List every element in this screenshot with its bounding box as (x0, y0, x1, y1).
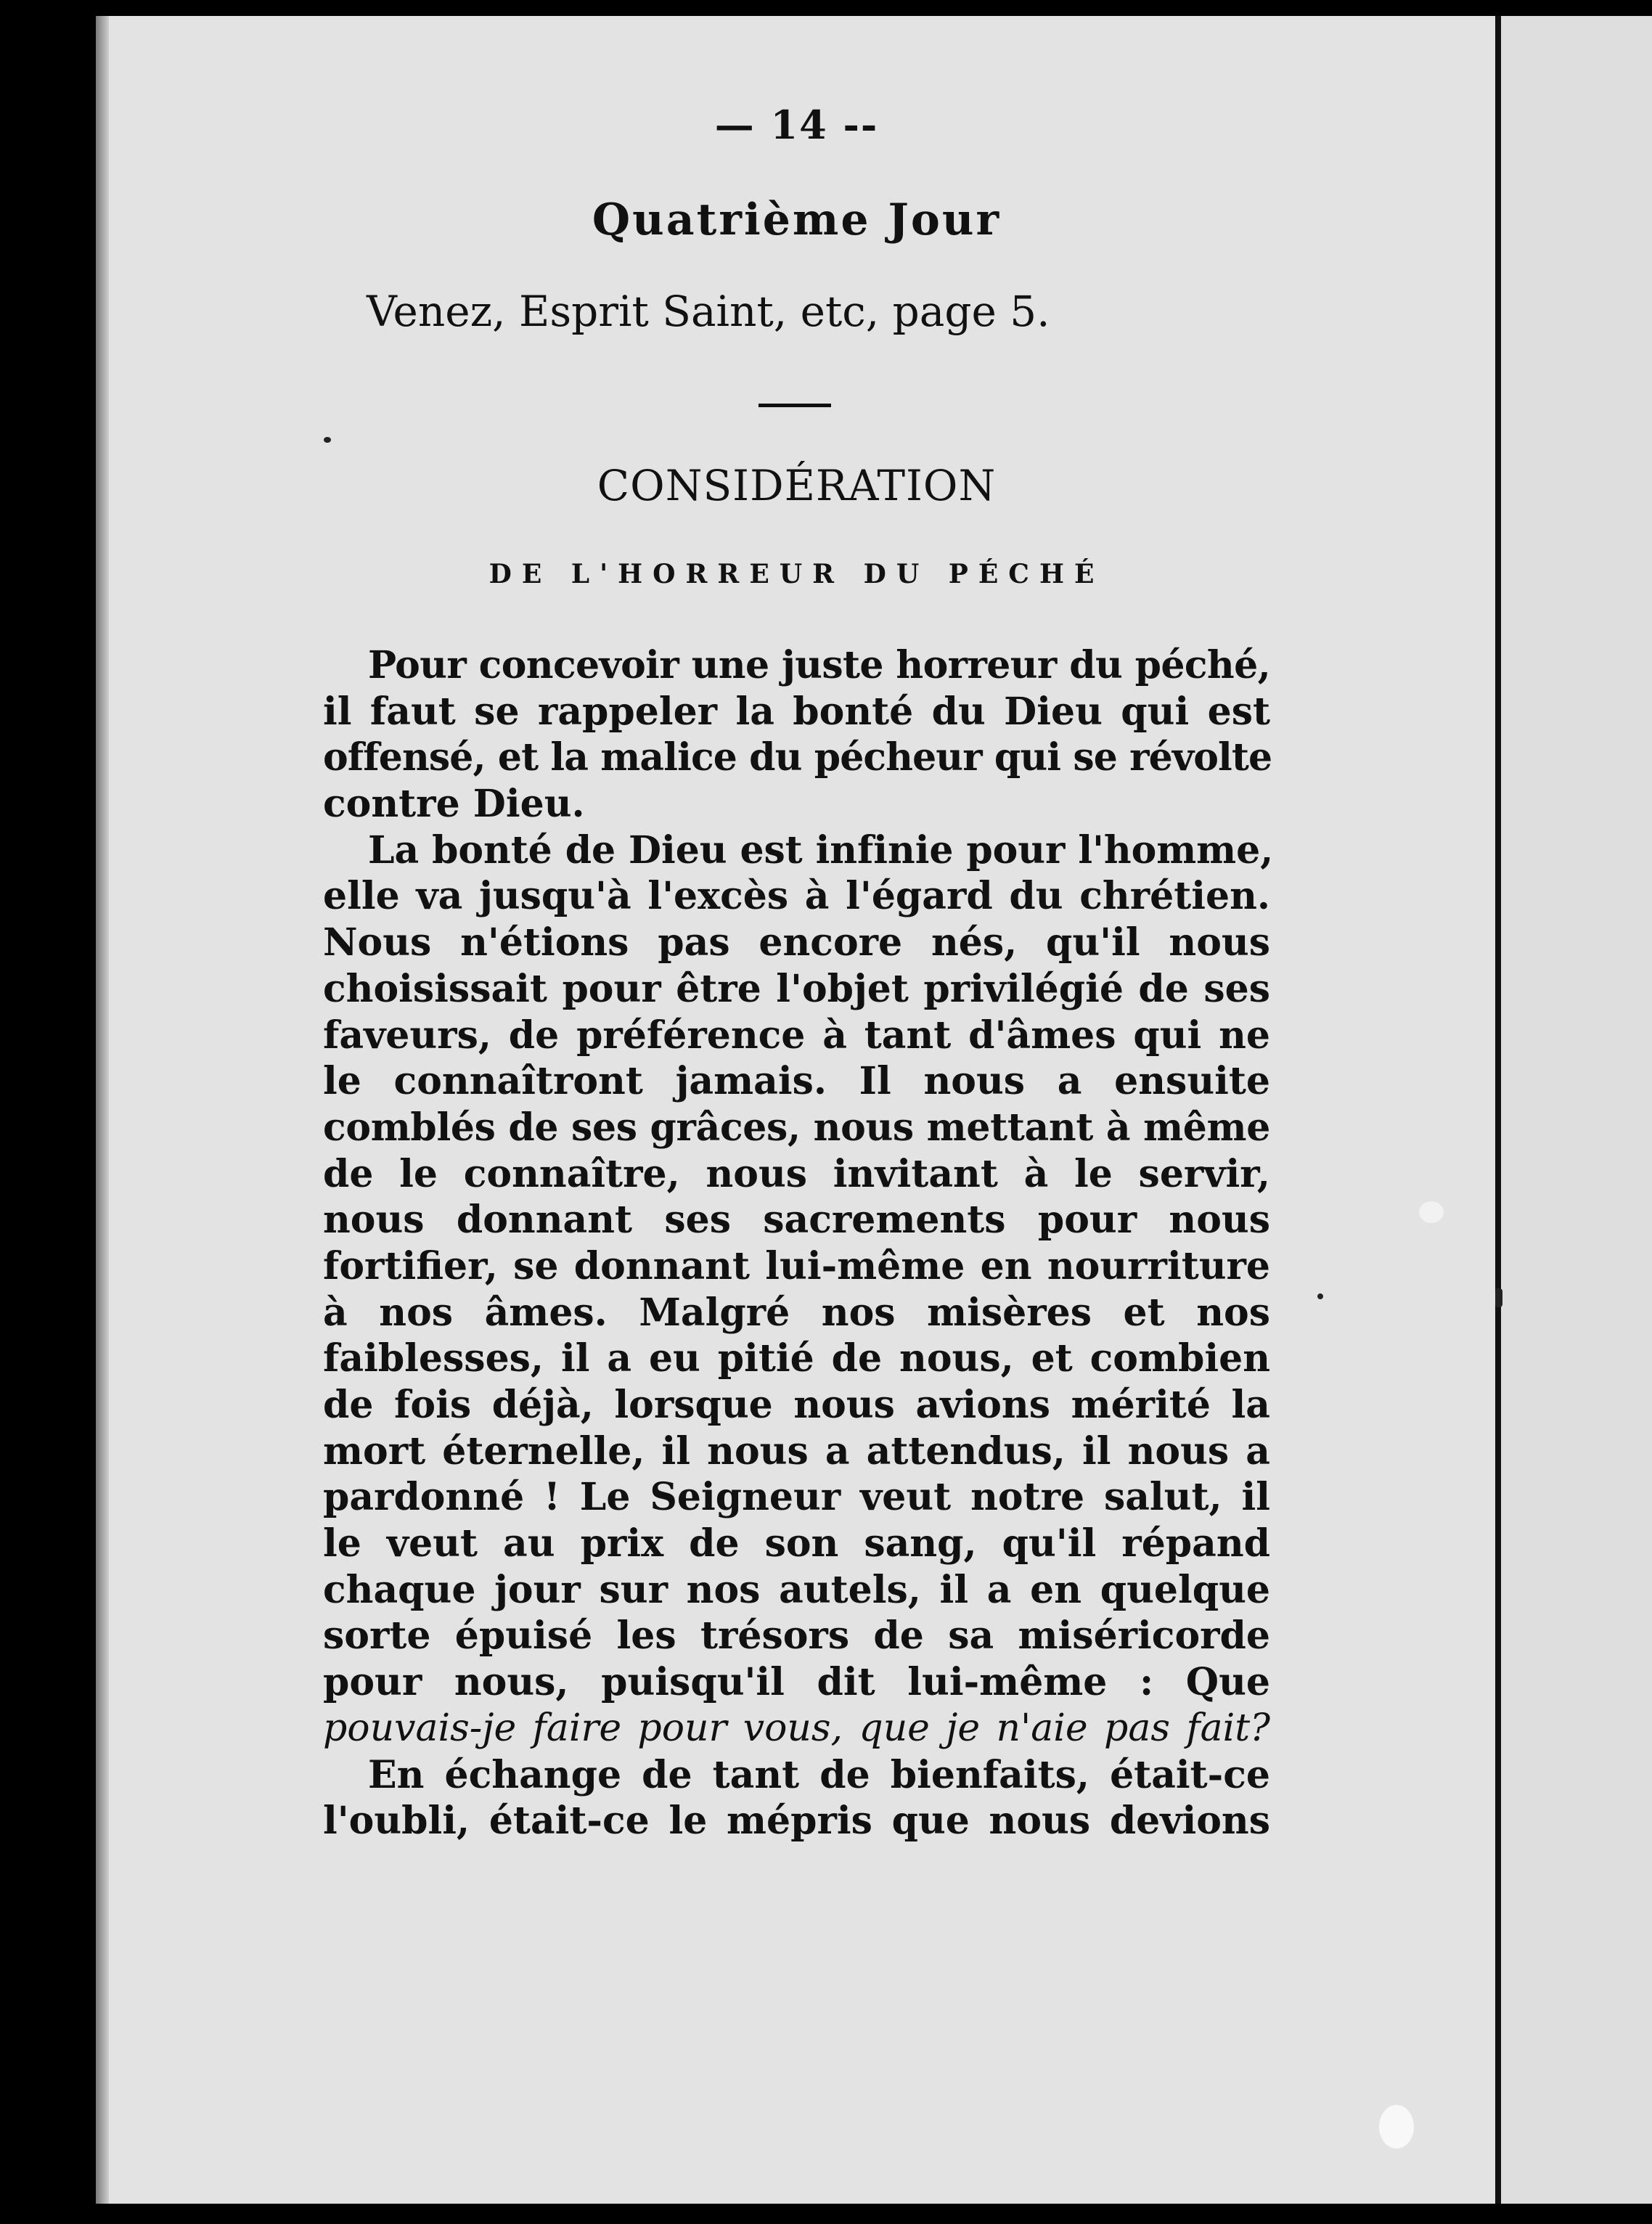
page-divider (1495, 16, 1501, 2204)
text-line: le veut au prix de son sang, qu'il répand (323, 1521, 1270, 1566)
ink-speck (1379, 2105, 1414, 2149)
section-subheading: DE L'HORREUR DU PÉCHÉ (488, 559, 1105, 589)
text-line: offensé, et la malice du pécheur qui se révolte (323, 735, 1272, 780)
text-line: fortifier, se donnant lui-même en nourriture (323, 1243, 1270, 1288)
text-line: En échange de tant de bienfaits, était-ce (368, 1752, 1270, 1797)
text-line: choisissait pour être l'objet privilégié de ses (323, 966, 1270, 1011)
scan-bottom-border (0, 2204, 1652, 2224)
ink-speck (324, 437, 331, 443)
text-line: elle va jusqu'à l'excès à l'égard du chrétien. (323, 874, 1270, 919)
text-line: nous donnant ses sacrements pour nous (323, 1198, 1270, 1243)
page-gutter-shadow (96, 16, 109, 2204)
adjacent-page-edge (1501, 16, 1652, 2204)
text-line: le connaîtront jamais. Il nous a ensuite (323, 1059, 1270, 1104)
page-number: — 14 -- (714, 102, 879, 148)
text-line: faveurs, de préférence à tant d'âmes qui ne (323, 1013, 1270, 1058)
text-line: faiblesses, il a eu pitié de nous, et combien (323, 1336, 1270, 1381)
text-line: sorte épuisé les trésors de sa miséricorde (323, 1614, 1270, 1659)
text-line-italic: pouvais-je faire pour vous, que je n'aie pas fait? (323, 1706, 1270, 1750)
day-title: Quatrième Jour (592, 195, 1002, 245)
text-line: contre Dieu. (323, 782, 585, 827)
section-heading: CONSIDÉRATION (597, 461, 997, 510)
ink-speck (1419, 1201, 1444, 1223)
text-line: pour nous, puisqu'il dit lui-même : Que (323, 1660, 1270, 1705)
text-line: il faut se rappeler la bonté du Dieu qui est (323, 689, 1270, 734)
text-line: La bonté de Dieu est infinie pour l'homme, (368, 827, 1274, 872)
ink-speck (1317, 1293, 1323, 1299)
text-line: à nos âmes. Malgré nos misères et nos (323, 1290, 1270, 1335)
text-line: comblés de ses grâces, nous mettant à même (323, 1105, 1270, 1150)
text-line: Pour concevoir une juste horreur du péché, (368, 643, 1271, 687)
text-line: de le connaître, nous invitant à le servir, (323, 1151, 1270, 1196)
invocation-line: Venez, Esprit Saint, etc, page 5. (367, 287, 1050, 336)
text-line: chaque jour sur nos autels, il a en quelque (323, 1567, 1270, 1612)
text-line: mort éternelle, il nous a attendus, il nous a (323, 1428, 1270, 1473)
body-text (323, 642, 1274, 1844)
text-line: l'oubli, était-ce le mépris que nous devions (323, 1799, 1270, 1844)
ink-speck (1495, 1288, 1502, 1307)
text-line: Nous n'étions pas encore nés, qu'il nous (323, 920, 1270, 965)
text-line: de fois déjà, lorsque nous avions mérité la (323, 1383, 1270, 1427)
section-rule (758, 404, 831, 407)
text-line: pardonné ! Le Seigneur veut notre salut, il (323, 1475, 1270, 1520)
